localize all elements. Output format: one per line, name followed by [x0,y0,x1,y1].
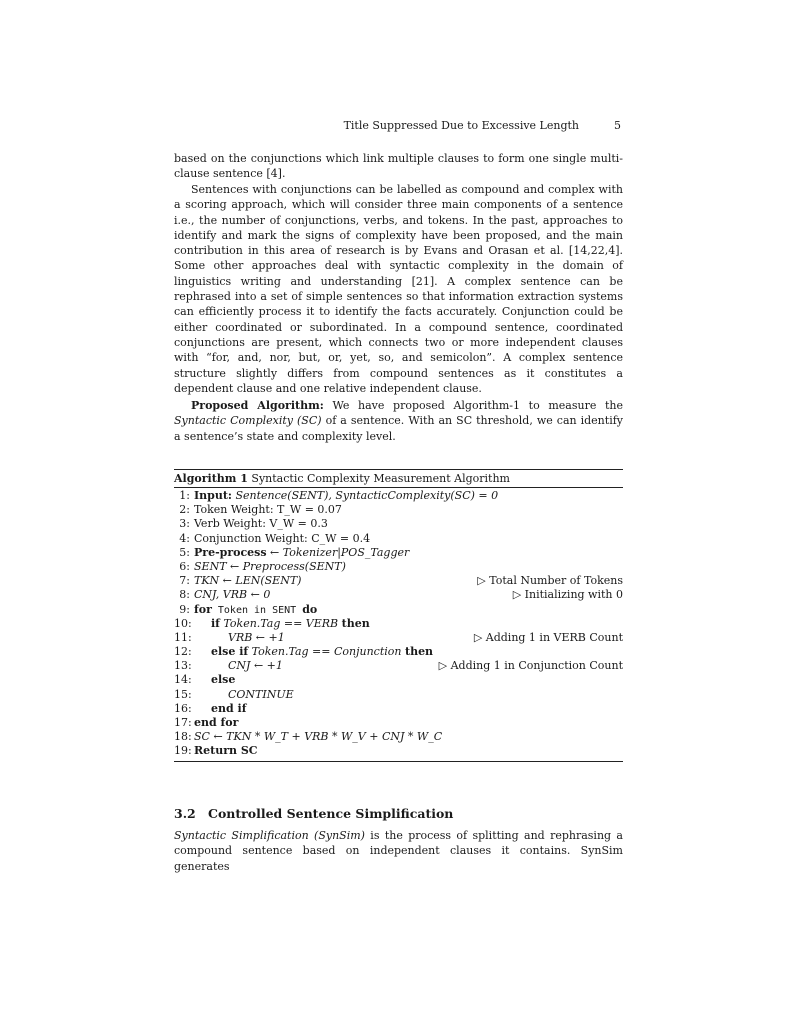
line-keyword-end: do [302,602,318,616]
algorithm-line [174,588,623,602]
line-text: ← Tokenizer|POS_Tagger [266,545,410,559]
line-number: 8: [179,588,190,602]
line-number: 5: [179,545,190,559]
algorithm-bottom-rule [174,761,623,762]
paragraph-3-text-a: We have proposed Algorithm-1 to measure the [323,399,624,412]
paragraph-3 [174,398,623,444]
line-number: 12: [174,645,192,659]
section-heading [174,806,453,821]
line-number: 10: [174,616,192,630]
page-number: 5 [614,119,621,132]
line-number: 13: [174,659,192,673]
line-keyword: Return SC [194,744,258,758]
running-title: Title Suppressed Due to Excessive Length [343,119,579,132]
line-keyword: else [211,673,236,687]
line-text: CNJ, VRB ← 0 [194,588,271,602]
algorithm-line [174,560,623,574]
line-text: Verb Weight: V_W = 0.3 [194,517,328,531]
line-text: Token Weight: T_W = 0.07 [194,503,342,517]
algorithm-caption-text: Syntactic Complexity Measurement Algorithm [247,472,510,485]
algorithm-caption-label: Algorithm 1 [174,472,248,485]
line-comment: ▷ Total Number of Tokens [477,574,623,588]
paragraph-1: based on the conjunctions which link multiple clauses to form one single multi-clause sentence [4]. [174,152,623,181]
line-number: 2: [179,503,190,517]
line-number: 19: [174,744,192,758]
line-number: 14: [174,673,192,687]
paragraph-4 [174,828,623,874]
line-keyword: for [194,602,212,616]
algorithm-line [174,702,623,716]
line-text: Token.Tag == Conjunction [248,645,405,659]
algorithm-line [174,673,623,687]
algorithm-line [174,574,623,588]
paragraph-4-text: is the process of splitting and rephrasing a compound sentence based on independent clauses it contains. SynSim generates [174,829,623,873]
algorithm-caption [174,470,623,487]
line-text: VRB ← +1 [228,630,285,644]
paragraph-2: Sentences with conjunctions can be labelled as compound and complex with a scoring approach, which will consider three main components of a sentence i.e., the number of conjunctions, verbs, and tokens. In the past, approaches to identify and mark the signs of complexity have been proposed, and the main contribution in this area of research is by Evans and Orasan et al. [14,22,4]. Some other approaches deal with syntactic complexity in the domain of linguistics writing and understanding [21]. A complex sentence can be rephrased into a set of simple sentences so that information extraction systems can efficiently process it to identify the facts accurately. Conjunction could be either coordinated or subordinated. In a compound sentence, coordinated conjunctions are present, which connects two or more independent clauses with “for, and, nor, but, or, yet, so, and semicolon”. A complex sentence structure slightly differs from compound sentences as it constitutes a dependent clause and one relative independent clause. [174,183,623,395]
algorithm-line [174,716,623,730]
paragraph-4-term: Syntactic Simplification (SynSim) [174,829,365,842]
algorithm-line [174,631,623,645]
line-text: CNJ ← +1 [228,659,283,673]
line-text: Sentence(SENT), SyntacticComplexity(SC) = 0 [231,489,499,502]
paragraph-3-lead: Proposed Algorithm: [191,399,324,412]
line-number: 3: [179,517,190,531]
algorithm-line [174,659,623,673]
algorithm-line [174,517,623,531]
line-number: 7: [179,574,190,588]
section-title: Controlled Sentence Simplification [208,806,454,821]
algorithm-line [174,645,623,659]
line-number: 9: [179,602,190,616]
line-keyword: Input: [194,489,232,502]
algorithm-line [174,730,623,744]
paragraph-3-text-b: of a sentence. With an SC threshold, we can identify a sentence’s state and complexity level. [174,414,623,443]
line-keyword: end if [211,701,247,715]
line-number: 17: [174,716,192,729]
line-comment: ▷ Initializing with 0 [512,588,623,602]
line-comment: ▷ Adding 1 in Conjunction Count [438,659,623,673]
algorithm-line [174,532,623,546]
line-comment: ▷ Adding 1 in VERB Count [473,630,623,644]
line-text: Conjunction Weight: C_W = 0.4 [194,531,371,545]
algorithm-box [174,469,623,762]
line-number: 11: [174,630,192,644]
line-keyword: Pre-process [194,545,267,559]
line-number: 4: [179,531,190,545]
paragraph-3-term: Syntactic Complexity (SC) [174,414,322,428]
line-keyword: end for [194,716,239,729]
line-keyword: else if [211,645,249,659]
section-number: 3.2 [174,806,196,821]
line-number: 16: [174,701,192,715]
line-keyword-end: then [404,645,434,659]
algorithm-line [174,617,623,631]
algorithm-lines [174,488,623,761]
line-text: TKN ← LEN(SENT) [194,574,302,588]
line-keyword-end: then [341,616,370,630]
line-keyword: if [211,616,220,630]
algorithm-line [174,503,623,517]
line-number: 1: [179,489,190,502]
algorithm-line [174,489,623,503]
line-text: SENT ← Preprocess(SENT) [194,559,346,573]
algorithm-line [174,688,623,702]
line-text: SC ← TKN * W_T + VRB * W_V + CNJ * W_C [194,730,443,744]
algorithm-line [174,546,623,560]
algorithm-line [174,603,623,617]
line-number: 18: [174,730,192,744]
algorithm-line [174,744,623,758]
line-number: 6: [179,559,190,573]
line-number: 15: [174,687,192,701]
line-text: Token.Tag == VERB [219,616,342,630]
line-text: CONTINUE [228,687,294,701]
line-text: Token in SENT [211,604,303,616]
